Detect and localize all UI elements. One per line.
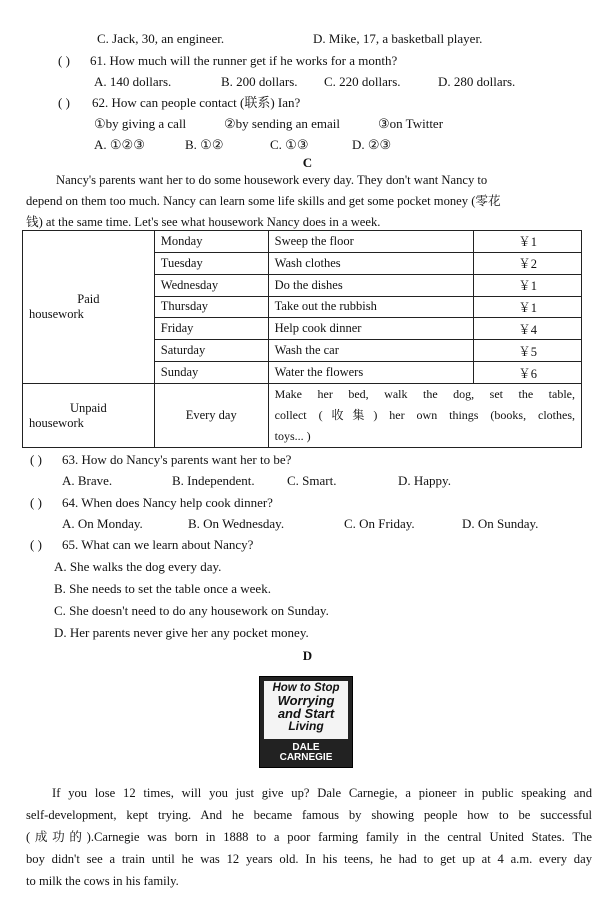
pay-cell: ￥1 [474, 274, 582, 296]
day-cell: Saturday [154, 340, 268, 362]
q65-option-a: A. She walks the dog every day. [54, 559, 222, 574]
q62-option-b: B. ①② [185, 137, 224, 152]
task-cell: Sweep the floor [268, 231, 474, 253]
book-cover-image [259, 676, 353, 768]
unpaid-task-cell [268, 384, 581, 448]
q61-option-d: D. 280 dollars. [438, 74, 516, 89]
section-c-intro-line-3: 钱) at the same time. Let's see what housework Nancy does in a week. [26, 215, 381, 229]
task-cell: Take out the rubbish [268, 296, 474, 318]
q63-option-c: C. Smart. [287, 473, 337, 488]
book-title-line-4: Living [288, 719, 324, 733]
book-title [266, 683, 346, 733]
task-cell: Do the dishes [268, 274, 474, 296]
housework-table [22, 230, 582, 448]
section-d-para-line-5: to milk the cows in his family. [26, 874, 179, 888]
table-row [23, 384, 582, 448]
q63-option-b: B. Independent. [172, 473, 255, 488]
unpaid-task-line-2: collect (收集) her own things (books, clothes, [274, 408, 575, 422]
q65-option-c: C. She doesn't need to do any housework on Sunday. [54, 603, 329, 618]
section-d-para-line-2: self-development, kept trying. And he became famous by showing people how to be successful [26, 808, 592, 822]
q65-option-d: D. Her parents never give her any pocket money. [54, 625, 309, 640]
q64-answer-blank[interactable]: ( ) [30, 495, 42, 510]
pay-cell: ￥1 [474, 296, 582, 318]
day-cell: Sunday [154, 362, 268, 384]
day-cell: Wednesday [154, 274, 268, 296]
q63-option-d: D. Happy. [398, 473, 451, 488]
pay-cell: ￥2 [474, 252, 582, 274]
q62-option-d: D. ②③ [352, 137, 392, 152]
q64-stem: 64. When does Nancy help cook dinner? [62, 495, 273, 510]
pay-cell: ￥6 [474, 362, 582, 384]
q62-choice-3: ③on Twitter [378, 116, 444, 131]
q62-option-c: C. ①③ [270, 137, 309, 152]
q65-answer-blank[interactable]: ( ) [30, 537, 42, 552]
pay-cell: ￥1 [474, 231, 582, 253]
q63-option-a: A. Brave. [62, 473, 113, 488]
paid-label-line-1: Paid [77, 292, 100, 306]
section-c-heading: C [302, 155, 313, 170]
task-cell: Help cook dinner [268, 318, 474, 340]
unpaid-housework-label [23, 384, 155, 448]
paid-label-line-2: housework [29, 307, 84, 321]
task-cell: Water the flowers [268, 362, 474, 384]
book-author-line-1: DALE [292, 742, 320, 753]
day-cell: Tuesday [154, 252, 268, 274]
unpaid-label-line-1: Unpaid [69, 400, 107, 415]
unpaid-task-line-1: Make her bed, walk the dog, set the table, [274, 387, 575, 401]
q64-option-b: B. On Wednesday. [188, 516, 285, 531]
book-cover-panel [264, 681, 348, 739]
q61-option-b: B. 200 dollars. [221, 74, 298, 89]
unpaid-label-line-2: housework [29, 415, 84, 430]
section-c-intro-line-1: Nancy's parents want her to do some housework every day. They don't want Nancy to [56, 173, 488, 187]
q61-answer-blank[interactable]: ( ) [58, 53, 70, 68]
section-d-para-line-3: (成功的).Carnegie was born in 1888 to a poor farming family in the central United States. The [26, 830, 592, 844]
unpaid-task-line-3: toys... ) [274, 429, 311, 443]
book-title-line-3: and Start [277, 706, 335, 721]
q62-stem: 62. How can people contact (联系) Ian? [92, 95, 301, 110]
q63-answer-blank[interactable]: ( ) [30, 452, 42, 467]
section-c-intro-line-2: depend on them too much. Nancy can learn some life skills and get some pocket money (零花 [26, 194, 501, 208]
q64-option-d: D. On Sunday. [462, 516, 539, 531]
book-author-line-2: CARNEGIE [279, 752, 333, 763]
q60-option-d: D. Mike, 17, a basketball player. [313, 31, 483, 46]
pay-cell: ￥5 [474, 340, 582, 362]
section-d-heading: D [302, 648, 313, 663]
pay-cell: ￥4 [474, 318, 582, 340]
day-cell: Monday [154, 231, 268, 253]
day-cell: Friday [154, 318, 268, 340]
book-author [260, 743, 352, 763]
q61-option-c: C. 220 dollars. [324, 74, 401, 89]
book-title-line-1: How to Stop [272, 682, 340, 694]
section-d-para-line-4: boy didn't see a train until he was 12 years old. In his teens, he had to get up at 4 a.m. every day [26, 852, 592, 866]
q65-stem: 65. What can we learn about Nancy? [62, 537, 254, 552]
q64-option-c: C. On Friday. [344, 516, 415, 531]
paid-housework-label [23, 231, 155, 384]
book-title-line-2: Worrying [277, 693, 335, 708]
q61-stem: 61. How much will the runner get if he works for a month? [90, 53, 398, 68]
q65-option-b: B. She needs to set the table once a week. [54, 581, 271, 596]
q62-option-a: A. ①②③ [94, 137, 145, 152]
table-row [23, 231, 582, 253]
section-d-para-line-1: If you lose 12 times, will you just give up? Dale Carnegie, a pioneer in public speaking and [52, 786, 592, 800]
q62-choice-2: ②by sending an email [224, 116, 340, 131]
q62-choice-1: ①by giving a call [94, 116, 187, 131]
q64-option-a: A. On Monday. [62, 516, 143, 531]
day-cell: Thursday [154, 296, 268, 318]
q63-stem: 63. How do Nancy's parents want her to be? [62, 452, 292, 467]
q62-answer-blank[interactable]: ( ) [58, 95, 70, 110]
q61-option-a: A. 140 dollars. [94, 74, 172, 89]
unpaid-day-cell: Every day [154, 384, 268, 448]
task-cell: Wash clothes [268, 252, 474, 274]
task-cell: Wash the car [268, 340, 474, 362]
q60-option-c: C. Jack, 30, an engineer. [97, 31, 225, 46]
